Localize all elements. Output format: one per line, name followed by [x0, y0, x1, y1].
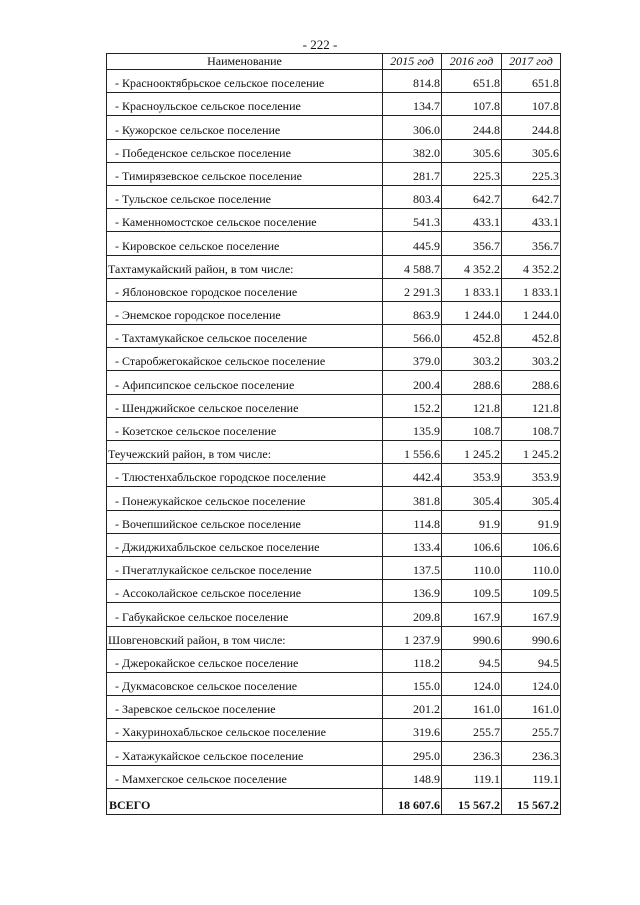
settlement-name: - Тульское сельское поселение [107, 185, 383, 208]
value-2016: 1 244.0 [442, 301, 502, 324]
settlement-name: - Тлюстенхабльское городское поселение [107, 464, 383, 487]
value-2016: 1 833.1 [442, 278, 502, 301]
settlement-name: Теучежский район, в том числе: [107, 441, 383, 464]
value-2017: 353.9 [502, 464, 561, 487]
value-2017: 244.8 [502, 116, 561, 139]
value-2016: 108.7 [442, 417, 502, 440]
value-2015: 541.3 [383, 209, 442, 232]
total-2017: 15 567.2 [502, 788, 561, 814]
table-row [107, 394, 561, 417]
value-2016: 452.8 [442, 325, 502, 348]
table-row [107, 672, 561, 695]
value-2016: 4 352.2 [442, 255, 502, 278]
value-2017: 167.9 [502, 603, 561, 626]
value-2016: 1 245.2 [442, 441, 502, 464]
table-row [107, 116, 561, 139]
settlement-name: Шовгеновский район, в том числе: [107, 626, 383, 649]
value-2015: 1 237.9 [383, 626, 442, 649]
value-2017: 94.5 [502, 649, 561, 672]
value-2017: 91.9 [502, 510, 561, 533]
value-2016: 94.5 [442, 649, 502, 672]
value-2017: 303.2 [502, 348, 561, 371]
value-2016: 119.1 [442, 765, 502, 788]
value-2017: 452.8 [502, 325, 561, 348]
value-2017: 161.0 [502, 696, 561, 719]
value-2017: 356.7 [502, 232, 561, 255]
value-2017: 433.1 [502, 209, 561, 232]
value-2016: 236.3 [442, 742, 502, 765]
header-2015: 2015 год [383, 54, 442, 70]
header-2016: 2016 год [442, 54, 502, 70]
value-2017: 4 352.2 [502, 255, 561, 278]
value-2017: 124.0 [502, 672, 561, 695]
value-2015: 4 588.7 [383, 255, 442, 278]
district-row [107, 441, 561, 464]
value-2016: 305.6 [442, 139, 502, 162]
value-2016: 288.6 [442, 371, 502, 394]
value-2017: 990.6 [502, 626, 561, 649]
value-2016: 91.9 [442, 510, 502, 533]
value-2015: 442.4 [383, 464, 442, 487]
table-row [107, 185, 561, 208]
value-2015: 155.0 [383, 672, 442, 695]
value-2015: 566.0 [383, 325, 442, 348]
settlement-name: - Яблоновское городское поселение [107, 278, 383, 301]
table-row [107, 510, 561, 533]
table-body [107, 70, 561, 815]
table-row [107, 232, 561, 255]
settlement-name: - Джиджихабльское сельское поселение [107, 533, 383, 556]
table-row [107, 371, 561, 394]
page-number: - 222 - [302, 37, 338, 52]
value-2017: 255.7 [502, 719, 561, 742]
value-2015: 137.5 [383, 556, 442, 579]
value-2015: 281.7 [383, 162, 442, 185]
settlement-name: - Красноульское сельское поселение [107, 93, 383, 116]
budget-table [106, 53, 561, 815]
value-2015: 382.0 [383, 139, 442, 162]
table-row [107, 417, 561, 440]
value-2017: 305.4 [502, 487, 561, 510]
value-2015: 133.4 [383, 533, 442, 556]
settlement-name: - Дукмасовское сельское поселение [107, 672, 383, 695]
table-row [107, 325, 561, 348]
value-2015: 209.8 [383, 603, 442, 626]
settlement-name: - Хакуринохабльское сельское поселение [107, 719, 383, 742]
header-2017: 2017 год [502, 54, 561, 70]
table-row [107, 649, 561, 672]
value-2016: 107.8 [442, 93, 502, 116]
table-row [107, 70, 561, 93]
table-header-row [107, 54, 561, 70]
value-2015: 201.2 [383, 696, 442, 719]
settlement-name: - Краснооктябрьское сельское поселение [107, 70, 383, 93]
value-2015: 136.9 [383, 580, 442, 603]
value-2015: 148.9 [383, 765, 442, 788]
value-2017: 225.3 [502, 162, 561, 185]
table-row [107, 348, 561, 371]
settlement-name: - Шенджийское сельское поселение [107, 394, 383, 417]
value-2016: 651.8 [442, 70, 502, 93]
table-row [107, 301, 561, 324]
settlement-name: - Габукайское сельское поселение [107, 603, 383, 626]
value-2017: 1 833.1 [502, 278, 561, 301]
value-2015: 118.2 [383, 649, 442, 672]
value-2017: 305.6 [502, 139, 561, 162]
value-2016: 167.9 [442, 603, 502, 626]
value-2016: 121.8 [442, 394, 502, 417]
settlement-name: - Победенское сельское поселение [107, 139, 383, 162]
settlement-name: - Козетское сельское поселение [107, 417, 383, 440]
value-2015: 445.9 [383, 232, 442, 255]
value-2017: 651.8 [502, 70, 561, 93]
total-label: ВСЕГО [107, 788, 383, 814]
settlement-name: - Энемское городское поселение [107, 301, 383, 324]
district-row [107, 255, 561, 278]
settlement-name: Тахтамукайский район, в том числе: [107, 255, 383, 278]
value-2016: 433.1 [442, 209, 502, 232]
value-2015: 200.4 [383, 371, 442, 394]
value-2016: 990.6 [442, 626, 502, 649]
value-2017: 1 244.0 [502, 301, 561, 324]
value-2016: 642.7 [442, 185, 502, 208]
value-2016: 353.9 [442, 464, 502, 487]
value-2016: 124.0 [442, 672, 502, 695]
value-2015: 1 556.6 [383, 441, 442, 464]
settlement-name: - Понежукайское сельское поселение [107, 487, 383, 510]
value-2016: 225.3 [442, 162, 502, 185]
value-2016: 110.0 [442, 556, 502, 579]
value-2017: 288.6 [502, 371, 561, 394]
value-2017: 1 245.2 [502, 441, 561, 464]
settlement-name: - Хатажукайское сельское поселение [107, 742, 383, 765]
value-2015: 152.2 [383, 394, 442, 417]
value-2015: 381.8 [383, 487, 442, 510]
value-2015: 114.8 [383, 510, 442, 533]
settlement-name: - Пчегатлукайское сельское поселение [107, 556, 383, 579]
table-row [107, 278, 561, 301]
value-2017: 109.5 [502, 580, 561, 603]
value-2016: 255.7 [442, 719, 502, 742]
value-2017: 108.7 [502, 417, 561, 440]
table-row [107, 742, 561, 765]
value-2017: 236.3 [502, 742, 561, 765]
table-row [107, 765, 561, 788]
value-2017: 106.6 [502, 533, 561, 556]
settlement-name: - Тахтамукайское сельское поселение [107, 325, 383, 348]
value-2015: 134.7 [383, 93, 442, 116]
value-2015: 863.9 [383, 301, 442, 324]
table-row [107, 487, 561, 510]
total-row [107, 788, 561, 814]
total-2016: 15 567.2 [442, 788, 502, 814]
table-row [107, 93, 561, 116]
value-2015: 814.8 [383, 70, 442, 93]
settlement-name: - Вочепшийское сельское поселение [107, 510, 383, 533]
settlement-name: - Заревское сельское поселение [107, 696, 383, 719]
value-2015: 295.0 [383, 742, 442, 765]
value-2017: 642.7 [502, 185, 561, 208]
table-row [107, 533, 561, 556]
value-2016: 356.7 [442, 232, 502, 255]
value-2016: 106.6 [442, 533, 502, 556]
table-row [107, 603, 561, 626]
settlement-name: - Мамхегское сельское поселение [107, 765, 383, 788]
table-row [107, 719, 561, 742]
value-2016: 303.2 [442, 348, 502, 371]
settlement-name: - Ассоколайское сельское поселение [107, 580, 383, 603]
table-row [107, 580, 561, 603]
value-2017: 110.0 [502, 556, 561, 579]
value-2017: 107.8 [502, 93, 561, 116]
value-2015: 803.4 [383, 185, 442, 208]
value-2016: 244.8 [442, 116, 502, 139]
settlement-name: - Афипсипское сельское поселение [107, 371, 383, 394]
settlement-name: - Джерокайское сельское поселение [107, 649, 383, 672]
value-2016: 109.5 [442, 580, 502, 603]
settlement-name: - Каменномостское сельское поселение [107, 209, 383, 232]
settlement-name: - Кировское сельское поселение [107, 232, 383, 255]
value-2017: 119.1 [502, 765, 561, 788]
table-row [107, 139, 561, 162]
value-2015: 2 291.3 [383, 278, 442, 301]
value-2015: 306.0 [383, 116, 442, 139]
value-2015: 319.6 [383, 719, 442, 742]
table-row [107, 209, 561, 232]
value-2015: 379.0 [383, 348, 442, 371]
value-2017: 121.8 [502, 394, 561, 417]
header-name: Наименование [107, 54, 383, 70]
table-row [107, 464, 561, 487]
table-row [107, 162, 561, 185]
settlement-name: - Старобжегокайское сельское поселение [107, 348, 383, 371]
table-row [107, 556, 561, 579]
value-2015: 135.9 [383, 417, 442, 440]
value-2016: 305.4 [442, 487, 502, 510]
settlement-name: - Кужорское сельское поселение [107, 116, 383, 139]
total-2015: 18 607.6 [383, 788, 442, 814]
table-row [107, 696, 561, 719]
value-2016: 161.0 [442, 696, 502, 719]
district-row [107, 626, 561, 649]
settlement-name: - Тимирязевское сельское поселение [107, 162, 383, 185]
